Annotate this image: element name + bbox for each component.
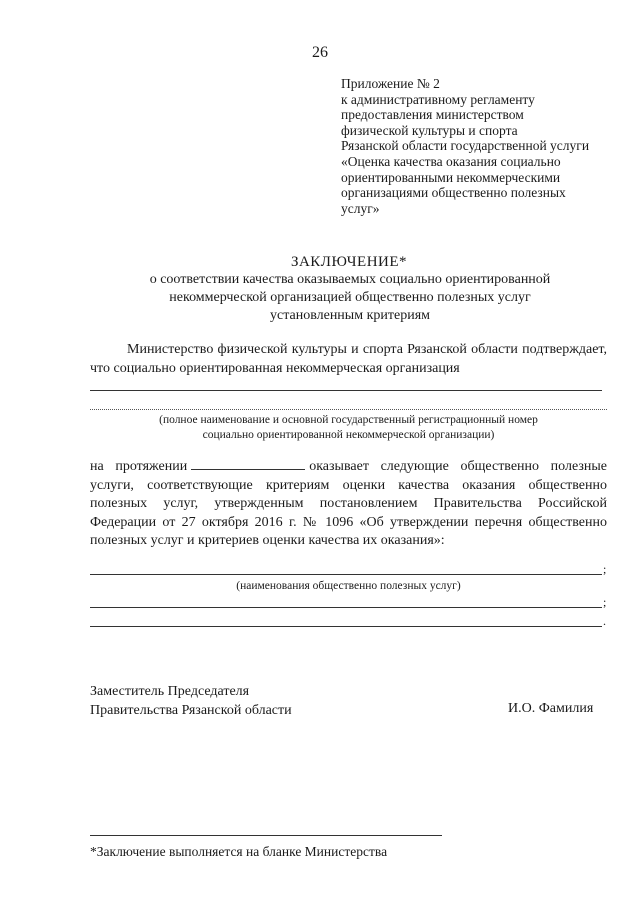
appendix-line: Приложение № 2 xyxy=(341,76,440,91)
services-text: оказывает следующие общественно полезные услуги, соответствующие критериям оценки качества оказания общественно полезных услуг, утвержденным постановлением Правительства Российской Федерации от 27 октября 2016 г. № 1096 «Об утверждении перечня общественно полезных услуг и критериев оценки качества их оказания»: xyxy=(90,459,607,548)
appendix-line: Рязанской области государственной услуги xyxy=(341,138,590,154)
appendix-line: физической культуры и спорта xyxy=(341,122,518,138)
signer-position-line: Правительства Рязанской области xyxy=(90,702,292,718)
appendix-line: организациями общественно полезных xyxy=(341,185,566,201)
line-end-semicolon: ; xyxy=(603,562,607,576)
document-subtitle xyxy=(80,271,620,325)
period-blank xyxy=(191,457,305,470)
document-title: ЗАКЛЮЧЕНИЕ* xyxy=(290,254,408,270)
caption-line: (полное наименование и основной государственный регистрационный номер xyxy=(159,414,538,426)
period-lead: на протяжении xyxy=(90,459,188,474)
paragraph-services xyxy=(90,457,607,551)
appendix-line: ориентированными некоммерческими xyxy=(341,169,561,185)
caption-services: (наименования общественно полезных услуг) xyxy=(236,580,461,592)
appendix-line: предоставления министерством xyxy=(341,107,524,123)
appendix-line: услуг» xyxy=(341,200,380,216)
subtitle-line: о соответствии качества оказываемых социально ориентированной xyxy=(149,272,551,287)
service-line-2 xyxy=(90,607,602,608)
org-name-line-dotted xyxy=(90,409,607,410)
signer-position-line: Заместитель Председателя xyxy=(90,684,250,699)
caption-line: социально ориентированной некоммерческой организации) xyxy=(202,428,495,441)
signer-name: И.О. Фамилия xyxy=(508,701,594,716)
subtitle-line: установленным критериям xyxy=(269,308,430,323)
org-name-line xyxy=(90,390,602,391)
service-line-1 xyxy=(90,574,602,575)
appendix-line: к административному регламенту xyxy=(341,91,535,107)
page-number: 26 xyxy=(312,44,328,61)
line-end-semicolon: ; xyxy=(603,595,607,609)
caption-org xyxy=(90,413,607,442)
appendix-header xyxy=(341,76,601,216)
signer-position xyxy=(90,683,292,720)
paragraph-ministry: Министерство физической культуры и спорта Рязанской области подтверждает, что социально ориентированная некоммерческая организация xyxy=(90,342,607,376)
service-line-3 xyxy=(90,626,602,627)
appendix-line: «Оценка качества оказания социально xyxy=(341,153,561,169)
subtitle-line: некоммерческой организацией общественно полезных услуг xyxy=(169,290,531,305)
footnote: *Заключение выполняется на бланке Министерства xyxy=(90,844,388,859)
footnote-separator xyxy=(90,835,442,836)
line-end-period: . xyxy=(603,614,606,628)
